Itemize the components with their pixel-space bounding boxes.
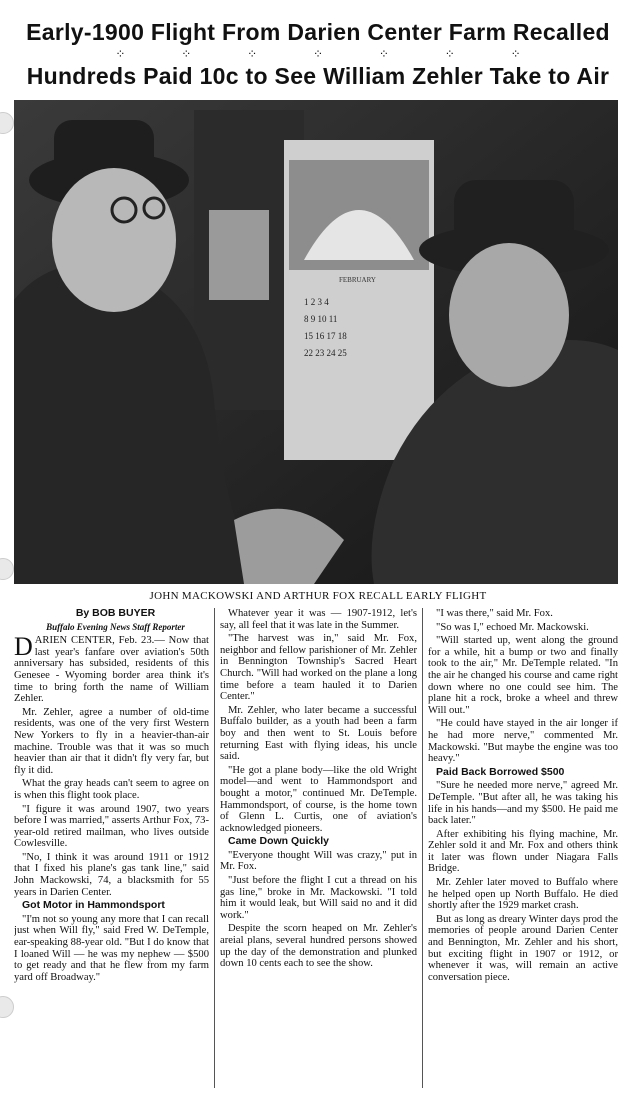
calendar-header: FEBRUARY: [339, 276, 376, 284]
paragraph: "Just before the flight I cut a thread on his gas line," broke in Mr. Mackowski. "I told him it would leak, but Will said no and it did work.": [220, 875, 417, 921]
article-column-3: [422, 608, 618, 1088]
article-column-2: [214, 608, 422, 1088]
punch-hole: [0, 558, 14, 580]
paragraph: "Will started up, went along the ground for a while, hit a bump or two and finally took to the air," Mr. DeTemple related. "In the air he changed his course and came right down where no one could see him. The plane hit a rock, broke a wheel and threw Will out.": [428, 635, 618, 716]
calendar-row: 22 23 24 25: [304, 348, 347, 358]
paragraph: Despite the scorn heaped on Mr. Zehler's areial plans, several hundred persons showed up the day of the demonstration and plunked down 10 cents each to see the show.: [220, 923, 417, 970]
paragraph: "Everyone thought Will was crazy," put in Mr. Fox.: [220, 849, 417, 873]
paragraph: "I'm not so young any more that I can recall just when Will fly," said Fred W. DeTemple, ear-speaking 88-year old. "But I do know that I loaned Will — he was my nephew — $500 to get ready and that he flew from my farm yard off Broadway.": [14, 913, 209, 983]
headline-divider: ⁘ ⁘ ⁘ ⁘ ⁘ ⁘ ⁘: [115, 47, 521, 61]
paragraph: "He could have stayed in the air longer if he had more nerve," commented Mr. Mackowski. "But maybe the engine was too heavy.": [428, 718, 618, 765]
article-body: [14, 608, 622, 1088]
paragraph: After exhibiting his flying machine, Mr. Zehler sold it and Mr. Fox and others think it later was flown under Niagara Falls Bridge.: [428, 828, 618, 875]
paragraph: "No, I think it was around 1911 or 1912 that I fixed his plane's gas tank line," said John Mackowski, 74, a blacksmith for 55 years in Darien Center.: [14, 851, 209, 898]
right-man-face: [449, 243, 569, 387]
drop-cap: D: [14, 632, 33, 662]
notice-poster: [209, 210, 269, 300]
paragraph: "He got a plane body—like the old Wright model—and went to Hammondsport and bought a motor," continued Mr. DeTemple. Hammondsport, of course, is the home town of Glenn L. Curtis, one of aviation's acknowledged pioneers.: [220, 764, 417, 834]
byline: By BOB BUYER: [75, 608, 156, 619]
photo-caption: JOHN MACKOWSKI AND ARTHUR FOX RECALL EARLY FLIGHT: [149, 590, 487, 602]
news-photo: [14, 100, 618, 584]
punch-hole: [0, 996, 14, 1018]
paragraph: "I was there," said Mr. Fox.: [436, 608, 553, 619]
paragraph: "The harvest was in," said Mr. Fox, neighbor and fellow parishioner of Mr. Zehler in Bennington Township's Sacred Heart Church. "Will had worked on the plane a long time before a team hauled it to Darien Center.": [220, 633, 417, 703]
paragraph: "I figure it was around 1907, two years before I was married," asserts Arthur Fox, 73-year-old retired mailman, who lives outside Cowlesville.: [14, 803, 209, 850]
paragraph: DARIEN CENTER, Feb. 23.— Now that last year's fanfare over aviation's 50th anniversary has subsided, residents of this Genesee - Wyoming border area think it's time to bring forth the name of William Zehler.: [14, 632, 209, 705]
paragraph: "Sure he needed more nerve," agreed Mr. DeTemple. "But after all, he was taking his life in his hands—and my $500. He paid me back later.": [428, 780, 618, 827]
photo-illustration: [14, 100, 618, 584]
reporter-credit: Buffalo Evening News Staff Reporter: [46, 621, 185, 632]
subheading: Got Motor in Hammondsport: [22, 899, 165, 912]
calendar-row: 1 2 3 4: [304, 297, 329, 307]
punch-hole: [0, 112, 14, 134]
headline-line-2: Hundreds Paid 10c to See William Zehler Take to Air: [26, 63, 610, 89]
headline-line-1: Early-1900 Flight From Darien Center Farm Recalled: [26, 19, 610, 45]
paragraph: Mr. Zehler, who later became a successful Buffalo builder, as a youth had been a farm boy and then went to St. Louis before returning East with flying ideas, his uncle said.: [220, 704, 417, 763]
paragraph: "So was I," echoed Mr. Mackowski.: [436, 621, 589, 633]
paragraph: But as long as dreary Winter days prod the memories of people around Darien Center and Bennington, Mr. Zehler and his short, but exciting flight in 1907 or 1912, or whenever it was, will remain an active conversation piece.: [428, 913, 618, 983]
left-man-face: [52, 168, 176, 312]
subheading: Paid Back Borrowed $500: [436, 765, 565, 778]
paragraph: Whatever year it was — 1907-1912, let's say, all feel that it was late in the Summer.: [220, 608, 417, 631]
article-column-1: [14, 608, 214, 1088]
paragraph: What the gray heads can't seem to agree on is when this flight took place.: [14, 778, 209, 801]
subheading: Came Down Quickly: [228, 835, 329, 848]
paragraph: Mr. Zehler later moved to Buffalo where he helped open up North Buffalo. He died shortly after the 1929 market crash.: [428, 877, 618, 912]
calendar-row: 8 9 10 11: [304, 314, 338, 324]
calendar-row: 15 16 17 18: [304, 331, 347, 341]
paragraph: Mr. Zehler, agree a number of old-time residents, was one of the very first Western New Yorkers to fly in a heavier-than-air machine. Trouble was that it was so much heavier than air that it didn't fly very far, but fly it did.: [14, 706, 209, 776]
